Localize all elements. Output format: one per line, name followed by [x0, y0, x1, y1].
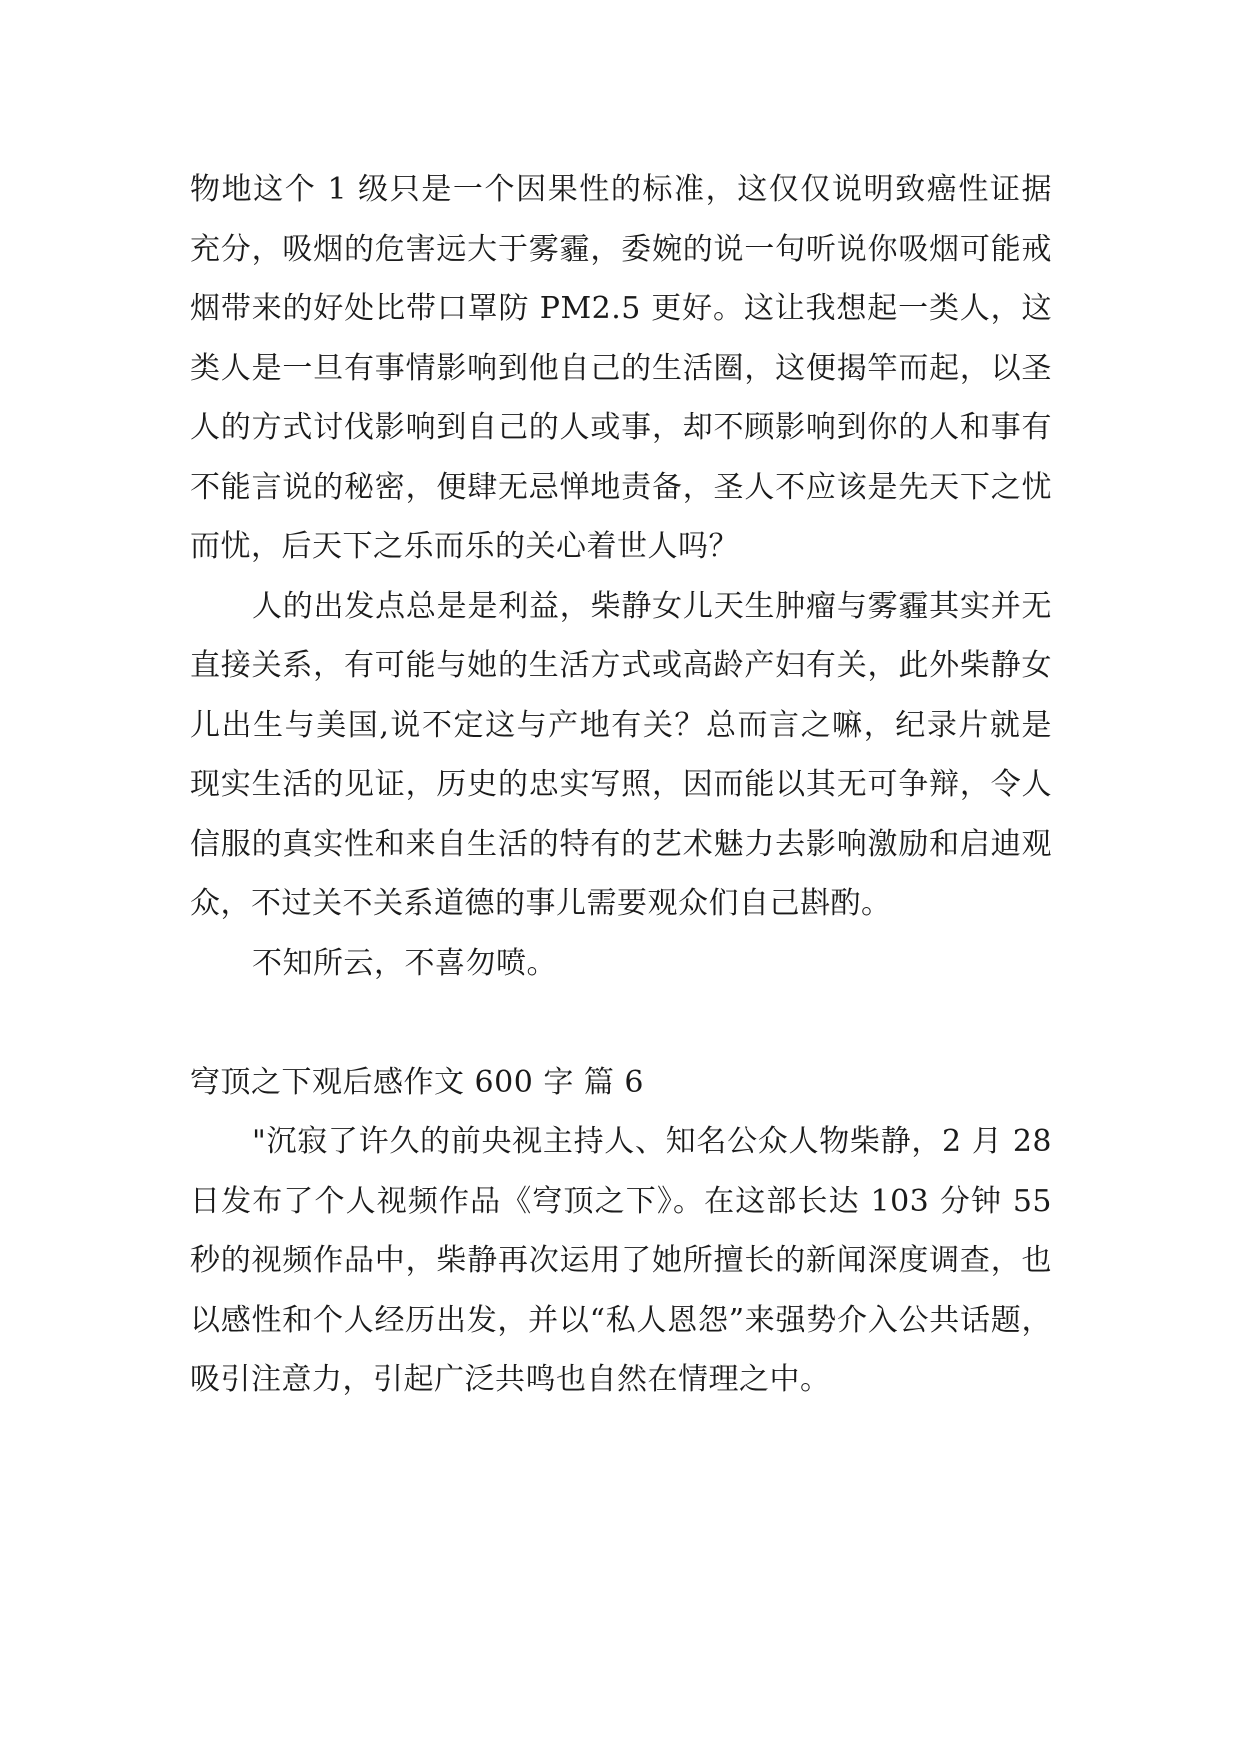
section-heading: 穹顶之下观后感作文 600 字 篇 6: [190, 1064, 644, 1100]
paragraph-section-intro: "沉寂了许久的前央视主持人、知名公众人物柴静，2 月 28 日发布了个人视频作品《穹顶之下》。在这部长达 103 分钟 55 秒的视频作品中，柴静再次运用了她所擅长的新闻深度调查，也以感性和个人经历出发，并以“私人恩怨”来强势介入公共话题，吸引注意力，引起广泛共鸣也自然在情理之中。: [190, 1124, 1052, 1397]
paragraph-continuation: 物地这个 1 级只是一个因果性的标准，这仅仅说明致癌性证据充分，吸烟的危害远大于雾霾，委婉的说一句听说你吸烟可能戒烟带来的好处比带口罩防 PM2.5 更好。这让我想起一类人，这类人是一旦有事情影响到他自己的生活圈，这便揭竿而起，以圣人的方式讨伐影响到自己的人或事，却不顾影响到你的人和事有不能言说的秘密，便肆无忌惮地责备，圣人不应该是先天下之忧而忧，后天下之乐而乐的关心着世人吗？: [190, 172, 1052, 564]
document-body: [190, 160, 1052, 1410]
paragraph-motives: 人的出发点总是是利益，柴静女儿天生肿瘤与雾霾其实并无直接关系，有可能与她的生活方式或高龄产妇有关，此外柴静女儿出生与美国,说不定这与产地有关？总而言之嘛，纪录片就是现实生活的见证，历史的忠实写照，因而能以其无可争辩，令人信服的真实性和来自生活的特有的艺术魅力去影响激励和启迪观众，不过关不关系道德的事儿需要观众们自己斟酌。: [190, 588, 1052, 921]
section-spacer: [190, 993, 1052, 1053]
paragraph-closing-remark: 不知所云，不喜勿喷。: [252, 945, 557, 981]
